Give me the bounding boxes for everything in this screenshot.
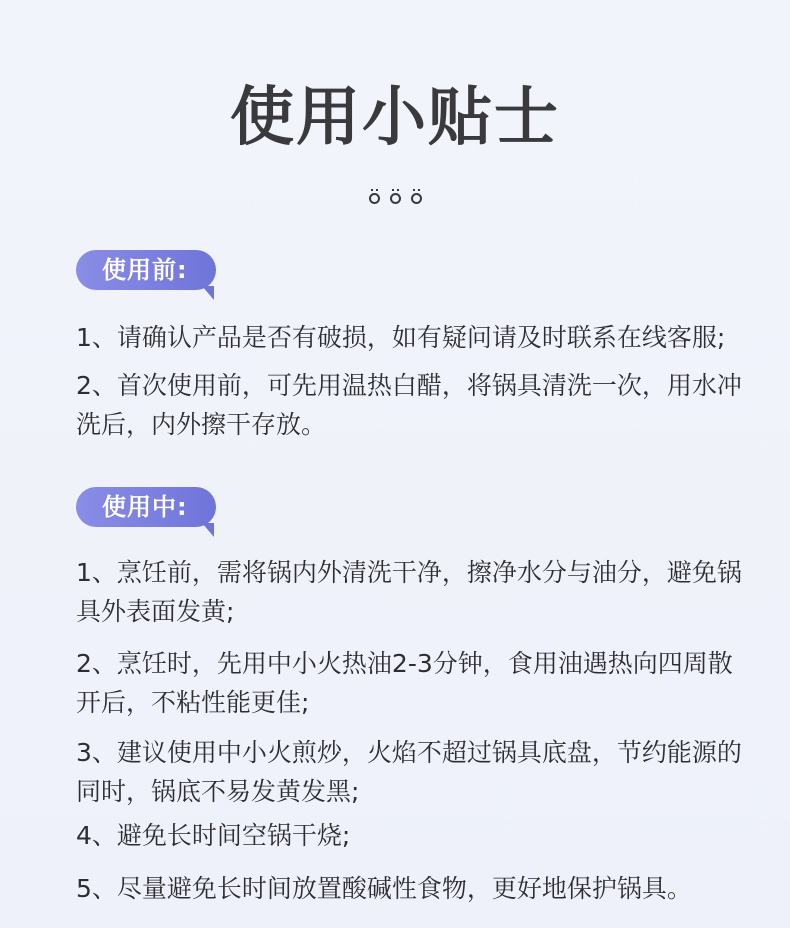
during-use-item-3: 3、建议使用中小火煎炒，火焰不超过锅具底盘，节约能源的同时，锅底不易发黄发黑; [76, 738, 742, 806]
page-title: 使用小贴士 [230, 81, 560, 155]
during-use-item-1: 1、烹饪前，需将锅内外清洗干净，擦净水分与油分，避免锅具外表面发黄; [76, 558, 742, 626]
bell-icon [410, 190, 423, 203]
bell-icon [389, 190, 402, 203]
before-use-item-2: 2、首次使用前，可先用温热白醋，将锅具清洗一次，用水冲洗后，内外擦干存放。 [76, 371, 742, 439]
before-use-item-1: 1、请确认产品是否有破损，如有疑问请及时联系在线客服; [76, 323, 726, 352]
speech-tail-icon [202, 523, 214, 537]
section-label-during-use [76, 487, 216, 527]
during-use-item-2: 2、烹饪时，先用中小火热油2-3分钟，食用油遇热向四周散开后，不粘性能更佳; [76, 649, 733, 717]
bell-icon [368, 190, 381, 203]
section-label-text: 使用前: [102, 256, 188, 284]
during-use-item-5: 5、尽量避免长时间放置酸碱性食物，更好地保护锅具。 [76, 874, 692, 903]
decorative-divider [0, 190, 790, 210]
speech-tail-icon [202, 286, 214, 300]
section-label-text: 使用中: [102, 493, 188, 521]
section-label-before-use [76, 250, 216, 290]
during-use-item-4: 4、避免长时间空锅干烧; [76, 821, 351, 850]
